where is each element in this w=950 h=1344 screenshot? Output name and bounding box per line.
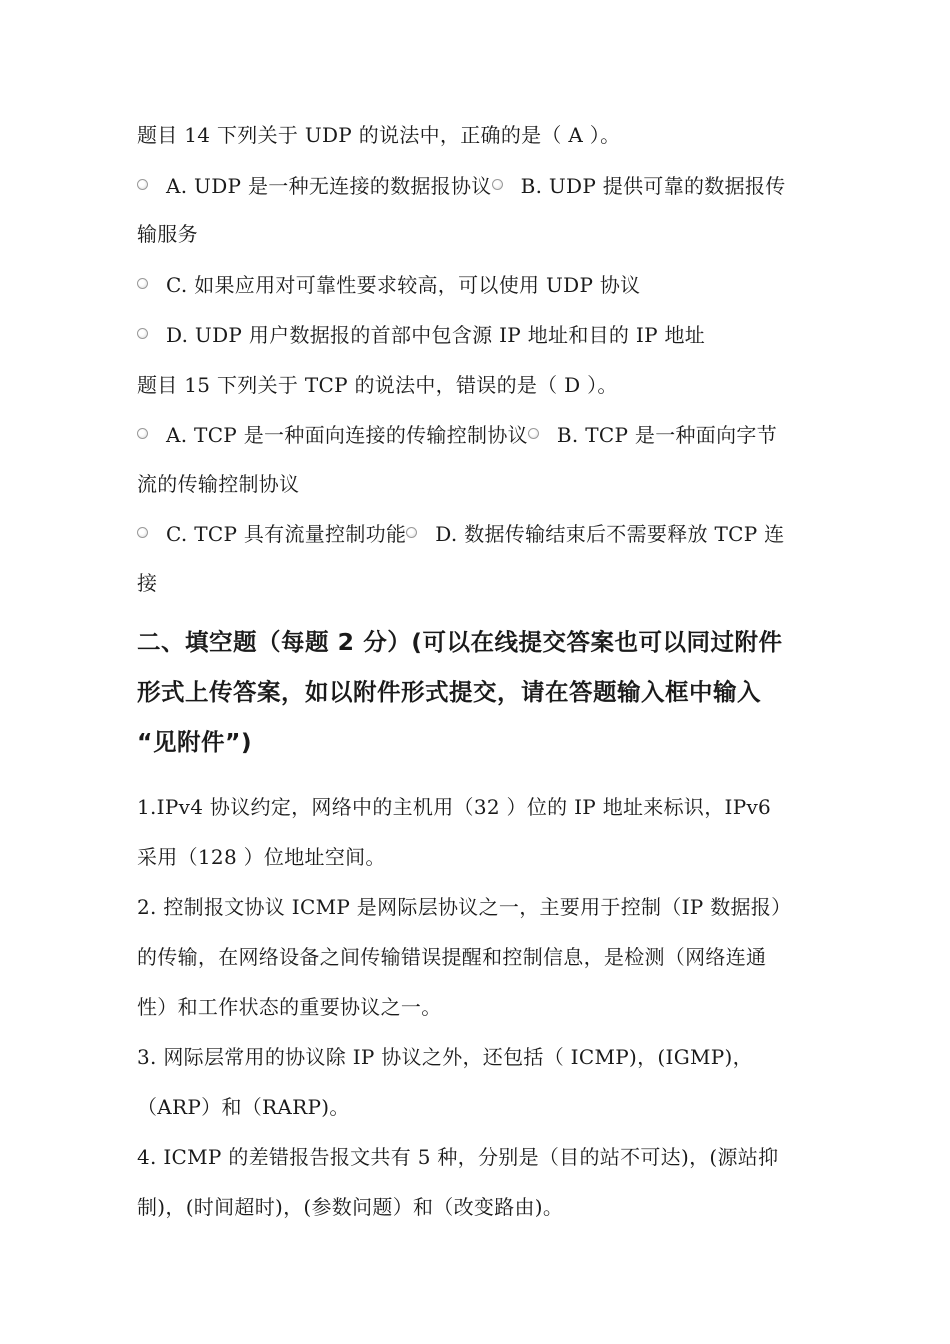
q14-option-d[interactable] (137, 321, 705, 349)
fill-item-3-line2: （ARP）和（RARP)。 (137, 1095, 350, 1119)
radio-icon[interactable] (528, 428, 539, 439)
q14-options-ab (137, 172, 786, 200)
q15-option-b-label: B. TCP 是一种面向字节 (556, 423, 777, 447)
q15-option-d-label-cont: 接 (137, 571, 158, 595)
radio-icon[interactable] (137, 179, 148, 190)
q14-option-b-label-cont: 输服务 (137, 222, 198, 246)
q14-stem: 题目 14 下列关于 UDP 的说法中，正确的是（ A ）。 (137, 123, 621, 147)
q15-option-a-label: A. TCP 是一种面向连接的传输控制协议 (166, 423, 528, 447)
radio-icon[interactable] (137, 428, 148, 439)
fill-item-4-line2: 制)，(时间超时)，(参数问题）和（改变路由)。 (137, 1195, 564, 1219)
radio-icon[interactable] (406, 527, 417, 538)
q15-option-c[interactable] (137, 520, 406, 548)
q14-option-b-label: B. UDP 提供可靠的数据报传 (520, 174, 786, 198)
fill-item-2-line3: 性）和工作状态的重要协议之一。 (137, 995, 442, 1019)
q14-option-a-label: A. UDP 是一种无连接的数据报协议 (166, 174, 492, 198)
q15-option-b[interactable] (528, 421, 777, 449)
q15-stem: 题目 15 下列关于 TCP 的说法中，错误的是（ D ）。 (137, 373, 618, 397)
radio-icon[interactable] (137, 527, 148, 538)
section-heading-line3: “见附件”) (137, 728, 253, 756)
q14-option-c[interactable] (137, 271, 640, 299)
q15-option-a[interactable] (137, 421, 528, 449)
fill-item-2-line2: 的传输，在网络设备之间传输错误提醒和控制信息，是检测（网络连通 (137, 945, 767, 969)
q15-option-d[interactable] (406, 520, 784, 548)
q14-option-c-label: C. 如果应用对可靠性要求较高，可以使用 UDP 协议 (166, 273, 641, 297)
fill-item-1-line2: 采用（128 ）位地址空间。 (137, 845, 386, 869)
q14-option-d-label: D. UDP 用户数据报的首部中包含源 IP 地址和目的 IP 地址 (166, 323, 706, 347)
q14-option-a[interactable] (137, 172, 492, 200)
fill-item-3-line1: 3. 网际层常用的协议除 IP 协议之外，还包括（ ICMP)，(IGMP)， (137, 1045, 753, 1069)
fill-item-1-line1: 1.IPv4 协议约定，网络中的主机用（32 ）位的 IP 地址来标识，IPv6 (137, 795, 772, 819)
q14-option-b[interactable] (492, 172, 786, 200)
q15-option-b-label-cont: 流的传输控制协议 (137, 472, 300, 496)
fill-item-4-line1: 4. ICMP 的差错报告报文共有 5 种，分别是（目的站不可达)，(源站抑 (137, 1145, 779, 1169)
q15-options-cd (137, 520, 784, 548)
q15-option-d-label: D. 数据传输结束后不需要释放 TCP 连 (435, 522, 785, 546)
radio-icon[interactable] (137, 328, 148, 339)
q15-options-ab (137, 421, 777, 449)
fill-item-2-line1: 2. 控制报文协议 ICMP 是网际层协议之一，主要用于控制（IP 数据报） (137, 895, 792, 919)
section-heading-line2: 形式上传答案，如以附件形式提交，请在答题输入框中输入 (137, 678, 761, 706)
radio-icon[interactable] (492, 179, 503, 190)
section-heading-line1: 二、填空题（每题 2 分）(可以在线提交答案也可以同过附件 (137, 628, 783, 656)
q15-option-c-label: C. TCP 具有流量控制功能 (166, 522, 407, 546)
radio-icon[interactable] (137, 278, 148, 289)
